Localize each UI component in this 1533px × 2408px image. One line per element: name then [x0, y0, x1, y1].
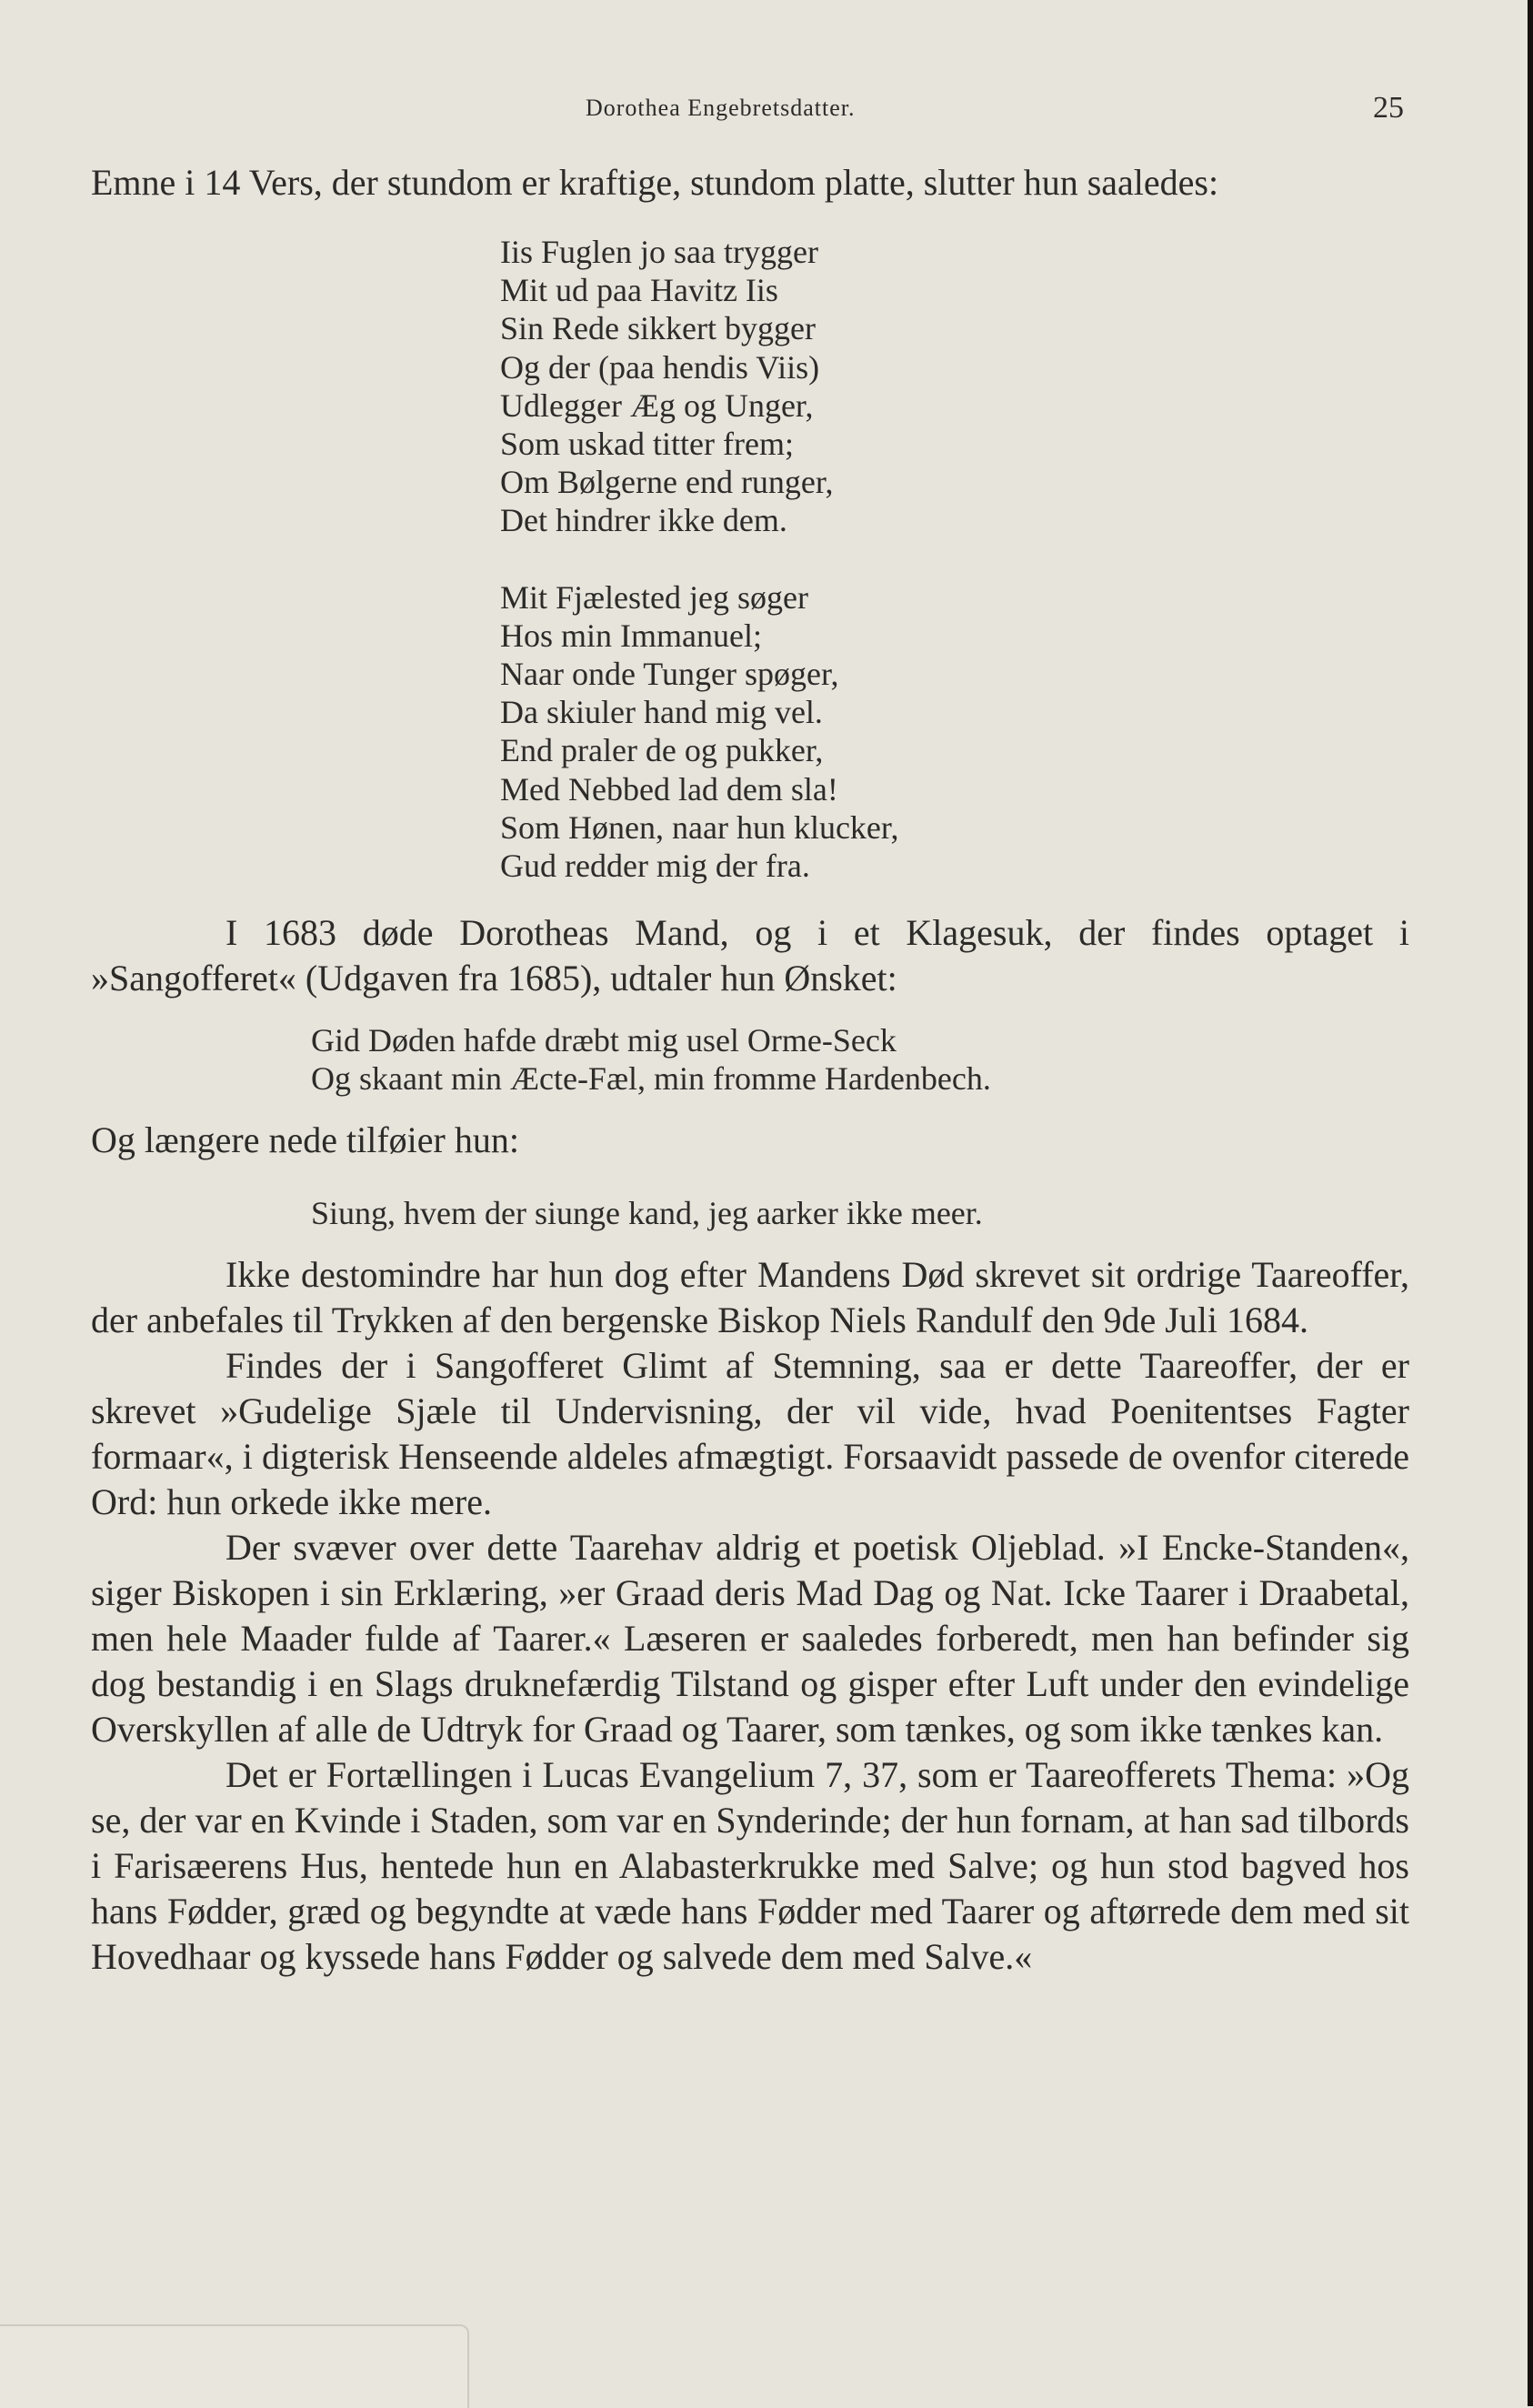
verse-line: Sin Rede sikkert bygger	[500, 310, 816, 347]
verse-line: Udlegger Æg og Unger,	[500, 386, 814, 424]
paragraph-taarehav: Der svæver over dette Taarehav aldrig et poetisk Oljeblad. »I Encke-Standen«, siger Biskopen i sin Erklæring, »er Graad deris Mad Dag og Nat. Icke Taarer i Draabetal, men hele Maader fulde af Taarer.« Læseren er saaledes forberedt, men han befinder sig dog bestandig i en Slags druknefærdig Tilstand og gisper efter Luft under den evindelige Overskyllen af alle de Udtryk for Graad og Taarer, som tænkes, og som ikke tænkes kan.	[91, 1527, 1409, 1751]
paragraph-lucas: Det er Fortællingen i Lucas Evangelium 7, 37, som er Taareofferets Thema: »Og se, der var en Kvinde i Staden, som var en Synderinde; der hun fornam, at han sad tilbords i Farisæerens Hus, hentede hun en Alabasterkrukke med Salve; og hun stod bagved hos hans Fødder, græd og begyndte at væde hans Fødder med Taarer og aftørrede dem med sit Hovedhaar og kyssede hans Fødder og salvede dem med Salve.«	[91, 1754, 1409, 1978]
verse-line: Mit ud paa Havitz Iis	[500, 272, 778, 309]
paragraph-sangofferet: Findes der i Sangofferet Glimt af Stemning, saa er dette Taareoffer, der er skrevet »Gudelige Sjæle til Undervisning, der vil vide, hvad Poenitentses Fagter formaar«, i digterisk Henseende aldeles afmægtigt. Forsaavidt passede de ovenfor citerede Ord: hun orkede ikke mere.	[91, 1345, 1409, 1523]
verse-line: Naar onde Tunger spøger,	[500, 656, 839, 693]
verse-line: Som uskad titter frem;	[500, 426, 794, 463]
verse-line: Iis Fuglen jo saa trygger	[500, 234, 818, 270]
verse-line: Og der (paa hendis Viis)	[500, 348, 820, 386]
quote-siung	[311, 1194, 1409, 1232]
quote-line: Og skaant min Æcte-Fæl, min fromme Hardenbech.	[311, 1060, 991, 1098]
verse-line: Som Hønen, naar hun klucker,	[500, 808, 899, 846]
scan-tab-shadow	[0, 2324, 469, 2408]
paragraph-taareoffer: Ikke destomindre har hun dog efter Mandens Død skrevet sit ordrige Taareoffer, der anbefales til Trykken af den bergenske Biskop Niels Randulf den 9de Juli 1684.	[91, 1254, 1409, 1341]
page-body	[91, 160, 1409, 1980]
verse-line: Med Nebbed lad dem sla!	[500, 770, 838, 808]
running-head	[0, 91, 1533, 131]
verse-line: Gud redder mig der fra.	[500, 848, 810, 885]
quote-klagesuk	[311, 1021, 1409, 1098]
quote-line: Gid Døden hafde dræbt mig usel Orme-Seck	[311, 1022, 897, 1059]
verse-line: End praler de og pukker,	[500, 732, 824, 769]
verse-line: Det hindrer ikke dem.	[500, 502, 787, 539]
verse-stanza-1	[500, 233, 1409, 540]
scan-edge	[1528, 0, 1533, 2406]
paragraph-1683: I 1683 døde Dorotheas Mand, og i et Klagesuk, der findes optaget i »Sangofferet« (Udgaven fra 1685), udtaler hun Ønsket:	[91, 912, 1409, 999]
verse-line: Om Bølgerne end runger,	[500, 464, 834, 501]
verse-line: Hos min Immanuel;	[500, 617, 762, 654]
verse-line: Mit Fjælested jeg søger	[500, 578, 808, 616]
running-title: Dorothea Engebretsdatter.	[586, 95, 856, 121]
verse-line: Da skiuler hand mig vel.	[500, 694, 823, 731]
page-number: 25	[1373, 91, 1404, 125]
quote-line: Siung, hvem der siunge kand, jeg aarker ikke meer.	[311, 1195, 983, 1232]
verse-stanza-2	[500, 578, 1409, 886]
paragraph-laengere: Og længere nede tilføier hun:	[91, 1119, 519, 1161]
intro-paragraph: Emne i 14 Vers, der stundom er kraftige, stundom platte, slutter hun saaledes:	[91, 162, 1219, 203]
